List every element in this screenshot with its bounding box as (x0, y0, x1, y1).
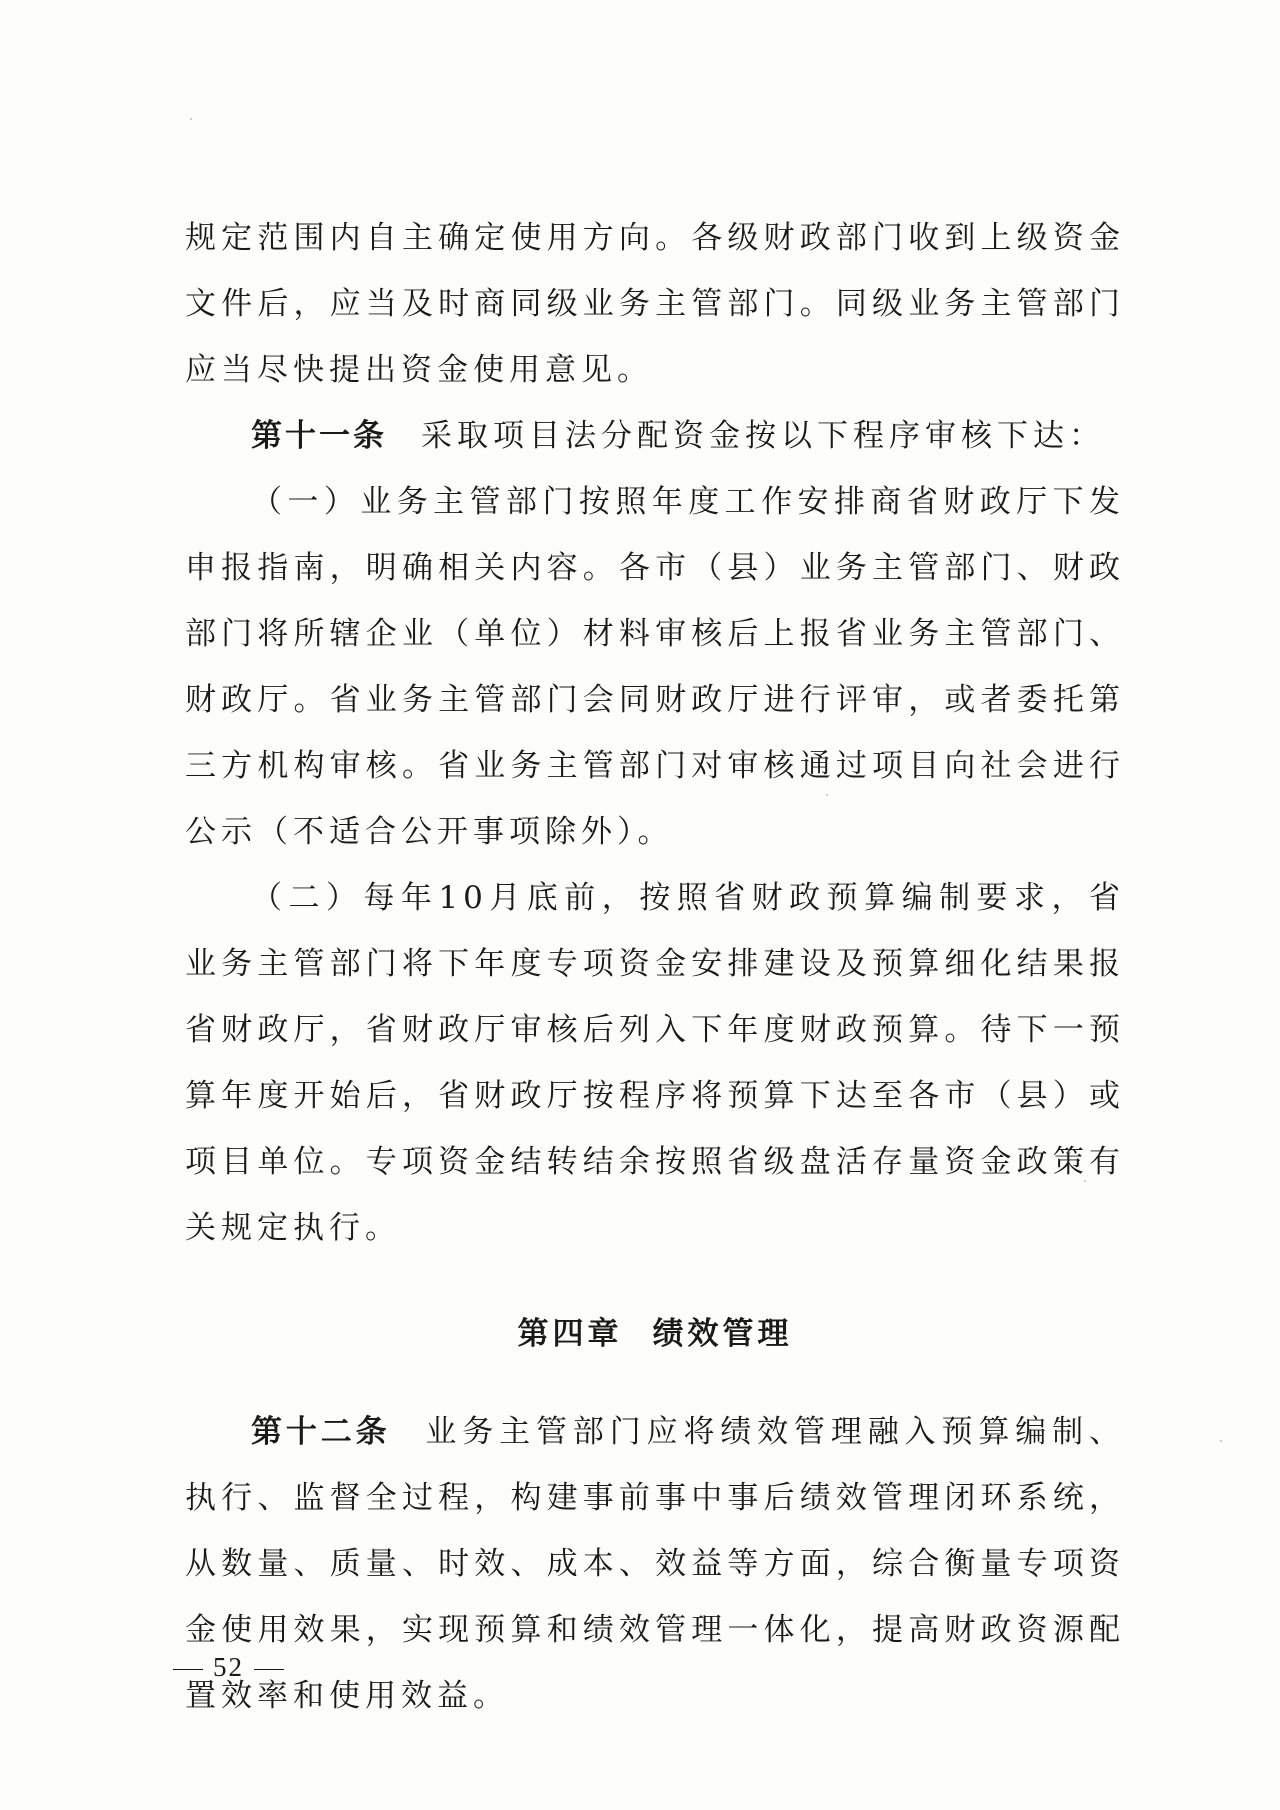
chapter-heading (185, 1301, 1125, 1367)
chapter-number: 第四章 (517, 1316, 623, 1352)
article-11 (185, 403, 1125, 469)
article-12-text: 业务主管部门应将绩效管理融入预算编制、执行、监督全过程，构建事前事中事后绩效管理闭环系统，从数量、质量、时效、成本、效益等方面，综合衡量专项资金使用效果，实现预算和绩效管理一体化，提高财政资源配置效率和使用效益。 (185, 1414, 1126, 1714)
scan-speck (1084, 1180, 1086, 1182)
document-body (185, 205, 1125, 1729)
scan-speck (826, 794, 828, 796)
page-footer (163, 1652, 294, 1683)
scan-speck (1220, 1440, 1222, 1442)
item-2-text: （二）每年10月底前，按照省财政预算编制要求，省业务主管部门将下年度专项资金安排建设及预算细化结果报省财政厅，省财政厅审核后列入下年度财政预算。待下一预算年度开始后，省财政厅按程序将预算下达至各市（县）或项目单位。专项资金结转结余按照省级盘活存量资金政策有关规定执行。 (185, 880, 1125, 1246)
article-11-item-2 (185, 865, 1125, 1261)
paragraph-text: 规定范围内自主确定使用方向。各级财政部门收到上级资金文件后，应当及时商同级业务主管部门。同级业务主管部门应当尽快提出资金使用意见。 (185, 220, 1125, 388)
article-12 (185, 1399, 1125, 1729)
chapter-title: 绩效管理 (652, 1316, 793, 1352)
scan-speck (190, 118, 192, 120)
article-11-label: 第十一条 (251, 418, 387, 454)
footer-dash-left (173, 1669, 203, 1670)
page-number: 52 (213, 1652, 244, 1682)
article-12-label: 第十二条 (251, 1414, 391, 1450)
article-11-item-1 (185, 469, 1125, 865)
item-1-text: （一）业务主管部门按照年度工作安排商省财政厅下发申报指南，明确相关内容。各市（县）业务主管部门、财政部门将所辖企业（单位）材料审核后上报省业务主管部门、财政厅。省业务主管部门会同财政厅进行评审，或者委托第三方机构审核。省业务主管部门对审核通过项目向社会进行公示（不适合公开事项除外）。 (185, 484, 1125, 850)
footer-dash-right (254, 1669, 284, 1670)
paragraph-continuation (185, 205, 1125, 403)
article-11-text: 采取项目法分配资金按以下程序审核下达： (421, 418, 1105, 454)
